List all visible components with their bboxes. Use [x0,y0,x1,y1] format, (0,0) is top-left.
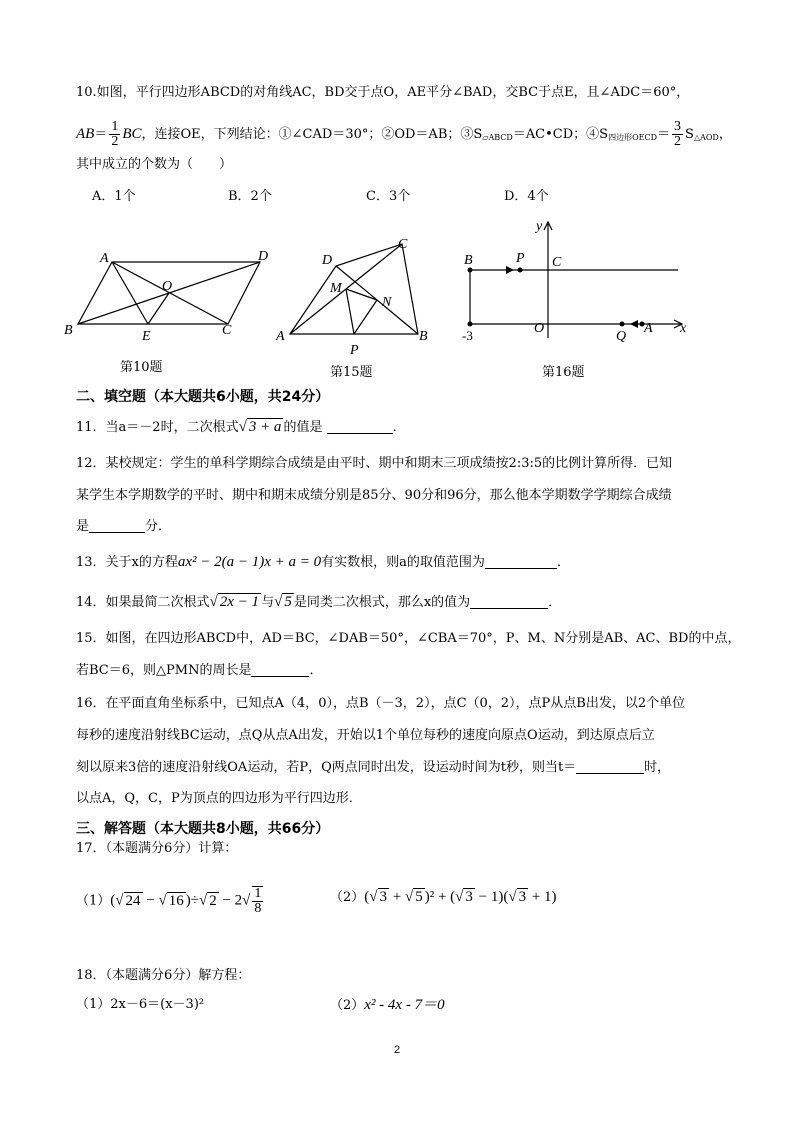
fig10-label-c: C [222,323,232,338]
q12-line2: 某学生本学期数学的平时、期中和期末成绩分别是85分、90分和96分，那么他本学期数学学期综合成绩 [76,488,672,503]
q16-answer-blank[interactable] [576,759,644,774]
fig15-label-d: D [322,253,333,268]
q11-pre: 11．当a＝－2时，二次根式 [76,420,239,435]
q13-post: 有实数根，则a的取值范围为 [321,555,485,570]
q12-answer-blank[interactable] [89,518,145,533]
fig15-label-n: N [382,295,392,310]
fig15-label-c: C [398,237,408,252]
q10-option-b: B．2个 [228,189,272,204]
fig16-label-x: x [680,321,687,336]
q10-option-a: A．1个 [92,189,136,204]
q10-rest-a: ，连接OE，下列结论：①∠CAD＝30°；②OD＝AB；③S [141,127,483,142]
q12-line3 [76,518,171,536]
q14-pre: 14．如果最简二次根式 [76,595,210,610]
figure-16 [456,214,696,354]
q15-answer-blank[interactable] [251,662,309,677]
fig16-label-o: O [534,321,545,336]
q10-option-d: D．4个 [504,189,549,204]
q14-post: 是同类二次根式，那么x的值为 [293,595,471,610]
q17-p1-label: （1） [76,893,111,909]
fig16-label-a: A [644,321,653,336]
q10-line3: 其中成立的个数为（ ） [76,157,233,172]
fig10-label-o: O [162,279,173,294]
q10-ab: AB [76,126,95,142]
q15-line2 [76,662,322,680]
q13-equation: ax² − 2(a − 1)x + a = 0 [177,554,322,570]
q10-eq: ＝ [94,127,108,142]
q10-half-fraction: $\frac{1}{2}$ [111,119,119,149]
q15-line2-post: ． [309,663,323,678]
q10-sub4: 四边形OECD [608,133,658,142]
q13 [76,553,570,572]
caption-10: 第10题 [120,360,163,375]
q18-p2-label: （2） [330,998,365,1013]
fig16-label-minus3: -3 [462,328,473,343]
caption-15: 第15题 [330,365,373,380]
q13-end: ． [556,555,570,570]
q10-sub-last: △AOD [693,133,719,142]
q14-answer-blank[interactable] [470,594,548,609]
q17-p1-fraction: $\frac{1}{8}$ [254,886,262,916]
q17-p1-r3: 2 [209,892,217,909]
fig16-label-p: P [516,251,525,266]
q16-line3 [76,759,670,777]
fig16-label-q: Q [616,329,627,344]
q14-end: ． [548,595,562,610]
q17-p1-r1: 24 [125,892,141,909]
caption-16: 第16题 [542,365,585,380]
section-3-title: 三、解答题（本大题共8小题，共66分） [76,821,330,837]
q17-part2: （2）(√ 3 + √ 5 )² + (√ 3 − 1)(√ 3 + 1) [330,889,557,905]
q10-three-half-fraction: $\frac{3}{2}$ [674,119,682,149]
q12-line3-pre: 是 [76,519,90,534]
q10-rest-b: ＝AC•CD；④S [512,127,609,142]
q17-part1: （1）(√ 24 − √ 16 )÷√ 2 − 2√ $\frac{1}{8}$ [76,886,262,916]
q15-line1: 15．如图，在四边形ABCD中，AD＝BC，∠DAB＝50°，∠CBA＝70°，P、M、N分别是AB、AC、BD的中点， [76,631,741,646]
fig10-label-b: B [64,323,73,338]
q16-line4: 以点A，Q，C，P为顶点的四边形为平行四边形． [76,791,362,806]
q11-end: ． [392,420,406,435]
q10-sub3: ▱ABCD [482,133,513,142]
q18-title: 18．（本题满分6分）解方程： [76,968,251,983]
q12-line1: 12．某校规定：学生的单科学期综合成绩是由平时、期中和期末三项成绩按2:3:5的比例计算所得．已知 [76,456,673,471]
q14-radicand1: 2x − 1 [219,594,260,610]
q11-answer-blank[interactable] [327,419,393,434]
q14-radicand2: 5 [284,594,292,610]
q18-p2-equation: x² - 4x - 7＝0 [364,997,445,1013]
fig10-label-a: A [100,251,109,266]
q10-option-c: C．3个 [366,189,411,204]
q17-p2-label: （2） [330,890,365,905]
fig10-label-d: D [258,249,269,264]
q16-line3-pre: 刻以原来3倍的速度沿射线OA运动，若P，Q两点同时出发，设运动时间为t秒，则当t＝ [76,760,577,775]
figure-15 [268,230,438,360]
q16-line3-post: 时， [644,760,671,775]
fig16-label-b: B [464,253,473,268]
q11: 11．当a＝－2时，二次根式√ 3 + a 的值是 ． [76,419,406,435]
q17-p1-r2: 16 [168,892,184,909]
fig16-label-y: y [536,219,543,234]
q12-line3-post: 分． [145,519,172,534]
fig10-label-e: E [142,329,151,344]
fig15-label-m: M [330,281,342,296]
q10-bc: BC [122,126,142,142]
q13-answer-blank[interactable] [485,554,557,569]
q11-radicand: 3 + a [248,419,282,435]
q11-post: 的值是 [283,420,323,435]
q10-s-last: S [685,127,694,142]
q18-part2 [330,996,445,1015]
q10-line1: 10.如图，平行四边形ABCD的对角线AC，BD交于点O，AE平分∠BAD，交BC于点E，且∠ADC＝60°， [76,85,690,100]
q18-part1: （1）2x－6＝(x－3)² [76,997,205,1012]
figure-10 [60,240,280,350]
fig15-label-b: B [419,329,428,344]
page-number: 2 [393,1044,401,1056]
section-2-title: 二、填空题（本大题共6小题，共24分） [76,389,330,405]
q16-line2: 每秒的速度沿射线BC运动，点Q从点A出发，开始以1个单位每秒的速度向原点O运动，到达原点后立 [76,728,655,743]
q16-line1: 16．在平面直角坐标系中，已知点A（4，0），点B（－3，2），点C（0，2），点P从点B出发，以2个单位 [76,696,686,711]
fig15-label-p: P [350,343,359,358]
fig16-label-c: C [552,255,562,270]
fig15-label-a: A [276,329,285,344]
q15-line2-pre: 若BC＝6，则△PMN的周长是 [76,663,252,678]
q17-title: 17．（本题满分6分）计算： [76,841,238,856]
q13-pre: 13．关于x的方程 [76,555,178,570]
q10-eq4: ＝ [657,127,671,142]
q10-comma: ， [718,127,732,142]
q14: 14．如果最简二次根式√ 2x − 1 与√ 5 是同类二次根式，那么x的值为 ． [76,594,562,610]
q10-line2 [76,120,732,149]
q14-mid: 与 [261,595,275,610]
